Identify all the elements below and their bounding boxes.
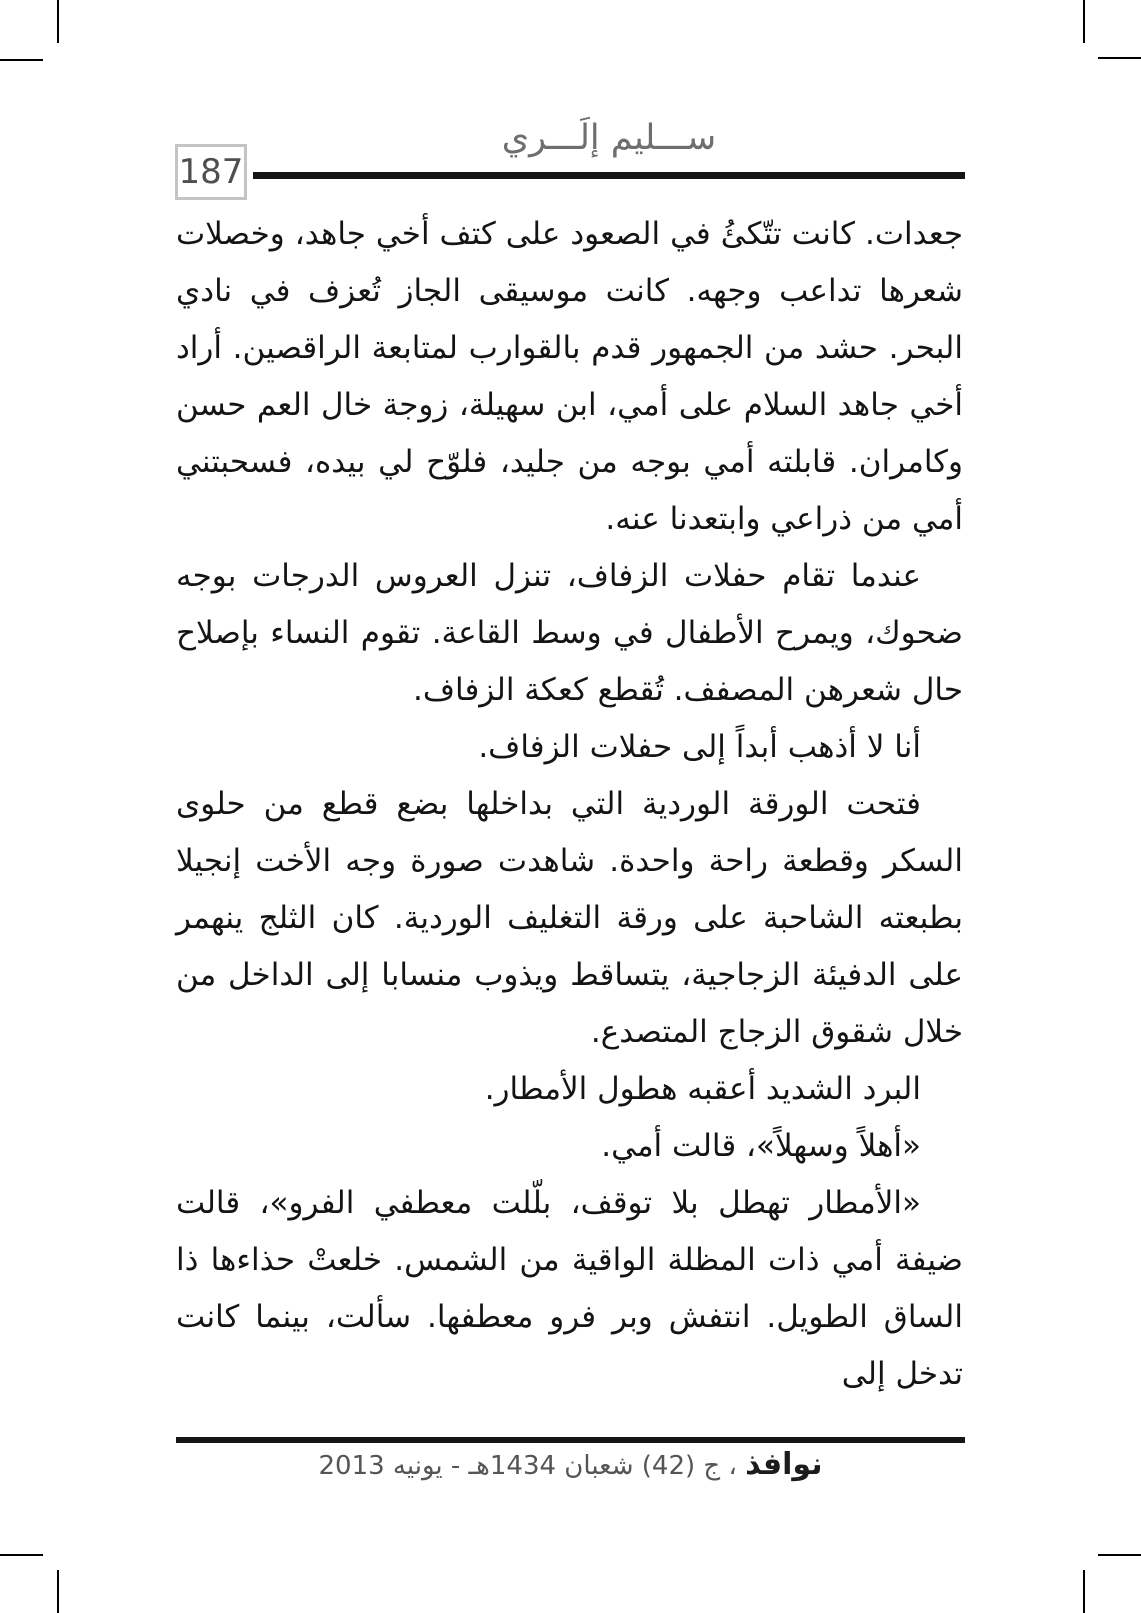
body-paragraph: أنا لا أذهب أبداً إلى حفلات الزفاف. [478,729,921,765]
crop-mark-top-right-horizontal [1098,57,1141,59]
page-number: 187 [178,152,244,192]
crop-mark-top-left-vertical [57,0,59,43]
body-paragraph: البرد الشديد أعقبه هطول الأمطار. [484,1071,921,1107]
author-title: ســـليم إلَـــري [501,118,717,158]
crop-mark-bottom-left-vertical [57,1570,59,1613]
page-number-box [175,144,247,200]
footer-imprint [176,1448,965,1483]
body-paragraph: «أهلاً وسهلاً»، قالت أمي. [601,1128,921,1164]
crop-mark-bottom-right-horizontal [1098,1554,1141,1556]
crop-mark-top-left-horizontal [0,59,43,61]
crop-mark-bottom-right-vertical [1083,1570,1085,1613]
journal-logo: نوافذ [745,1447,823,1482]
issue-info: ، ج (42) شعبان 1434هـ - يونيه 2013 [318,1451,737,1481]
story-text-block [176,206,963,1403]
body-paragraph: جعدات. كانت تتّكئُ في الصعود على كتف أخي جاهد، وخصلات شعرها تداعب وجهه. كانت موسيقى الجاز تُعزف في نادي البحر. حشد من الجمهور قدم بالقوارب لمتابعة الراقصين. أراد أخي جاهد السلام على أمي، ابن سهيلة، زوجة خال العم حسن وكامران. قابلته أمي بوجه من جليد، فلوّح لي بيده، فسحبتني أمي من ذراعي وابتعدنا عنه. [176,216,963,537]
body-paragraph: «الأمطار تهطل بلا توقف، بلّلت معطفي الفرو»، قالت ضيفة أمي ذات المظلة الواقية من الشمس. خلعتْ حذاءها ذا الساق الطويل. انتفش وبر فرو معطفها. سألت، بينما كانت تدخل إلى [176,1185,963,1392]
body-paragraph: فتحت الورقة الوردية التي بداخلها بضع قطع من حلوى السكر وقطعة راحة واحدة. شاهدت صورة وجه الأخت إنجيلا بطبعته الشاحبة على ورقة التغليف الوردية. كان الثلج ينهمر على الدفيئة الزجاجية، يتساقط ويذوب منسابا إلى الداخل من خلال شقوق الزجاج المتصدع. [176,786,963,1050]
body-paragraph: عندما تقام حفلات الزفاف، تنزل العروس الدرجات بوجه ضحوك، ويمرح الأطفال في وسط القاعة. تقوم النساء بإصلاح حال شعرهن المصفف. تُقطع كعكة الزفاف. [176,558,963,708]
footer-divider [176,1437,965,1443]
crop-mark-bottom-left-horizontal [0,1554,43,1556]
crop-mark-top-right-vertical [1083,0,1085,43]
header-divider [253,172,965,179]
